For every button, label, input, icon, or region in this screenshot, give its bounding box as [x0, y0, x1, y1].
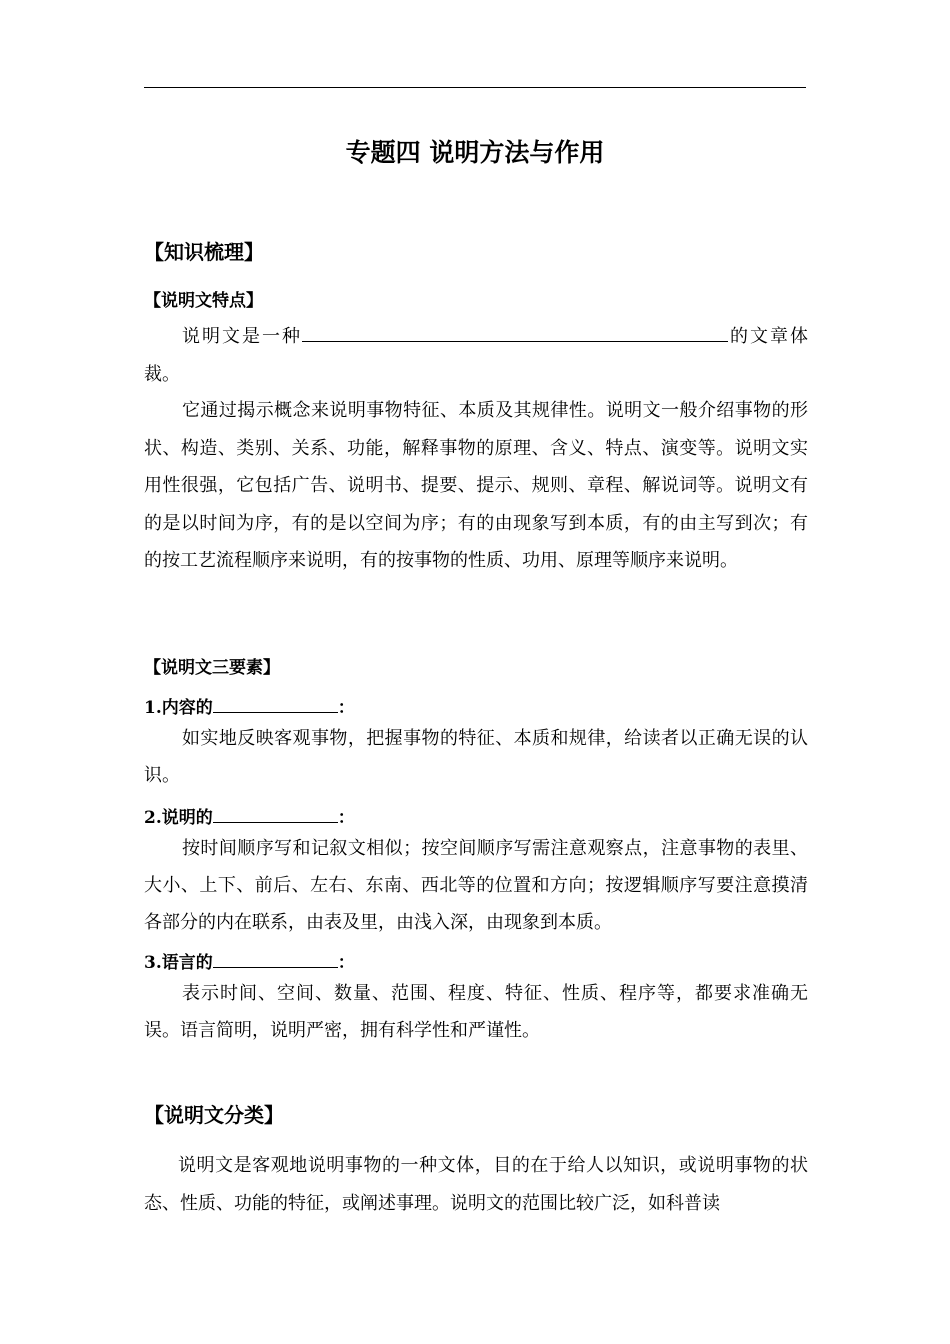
features-definition [144, 318, 808, 393]
fill-in-blank[interactable] [213, 802, 338, 823]
page-title: 专题四 说明方法与作用 [345, 138, 605, 167]
element-item-label: 1.内容的 ： [144, 692, 355, 720]
fill-in-blank[interactable] [213, 692, 338, 713]
subheading-elements: 【说明文三要素】 [144, 658, 280, 678]
fill-in-blank[interactable] [302, 321, 728, 342]
element-item-text: 如实地反映客观事物，把握事物的特征、本质和规律，给读者以正确无误的认识。 [144, 728, 808, 786]
fill-in-blank[interactable] [213, 947, 338, 968]
classification-paragraph: 说明文是客观地说明事物的一种文体，目的在于给人以知识，或说明事物的状态、性质、功能的特征，或阐述事理。说明文的范围比较广泛，如科普读 [144, 1155, 808, 1214]
element-item-text: 表示时间、空间、数量、范围、程度、特征、性质、程序等，都要求准确无误。语言简明，说明严密，拥有科学性和严谨性。 [144, 983, 808, 1041]
features-paragraph: 它通过揭示概念来说明事物特征、本质及其规律性。说明文一般介绍事物的形状、构造、类别、关系、功能，解释事物的原理、含义、特点、演变等。说明文实用性很强，它包括广告、说明书、提要、提示、规则、章程、解说词等。说明文有的是以时间为序，有的是以空间为序；有的由现象写到本质，有的由主写到次；有的按工艺流程顺序来说明，有的按事物的性质、功用、原理等顺序来说明。 [144, 400, 808, 571]
section-heading-knowledge: 【知识梳理】 [144, 240, 264, 264]
section-heading-classification: 【说明文分类】 [144, 1103, 284, 1127]
subheading-features: 【说明文特点】 [144, 291, 263, 311]
definition-prefix: 说明文是一种 [182, 326, 302, 347]
element-item-text: 按时间顺序写和记叙文相似；按空间顺序写需注意观察点，注意事物的表里、大小、上下、前后、左右、东南、西北等的位置和方向；按逻辑顺序写要注意摸清各部分的内在联系，由表及里，由浅入深，由现象到本质。 [144, 838, 808, 933]
definition-suffix: 的文章体裁。 [144, 326, 808, 385]
element-item-label: 3.语言的 ： [144, 947, 355, 975]
header-rule [144, 87, 806, 88]
element-item-label: 2.说明的 ： [144, 802, 355, 830]
